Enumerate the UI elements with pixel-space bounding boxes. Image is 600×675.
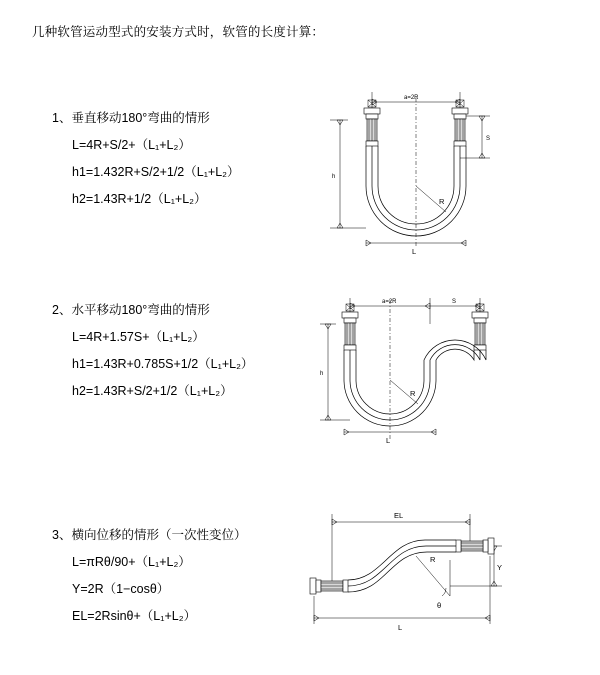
figure-3-angle-label: θ [437,601,442,610]
section-1-text [52,108,302,216]
figure-2-top-dim-right-label: S [452,299,457,305]
section-1-title: 1、垂直移动180°弯曲的情形 [52,111,210,125]
figure-3-side-dim-label: Y [497,563,503,572]
section-3-formula-3: EL=2Rsinθ+（L₁+L₂） [72,609,197,623]
figure-3-top-dim-label: EL [394,511,404,520]
figure-1-top-dim-label: a=2R [404,95,419,101]
figure-1-side-dim-label: h [332,174,336,180]
figure-lateral-offset [290,500,520,640]
figure-1-right-dim-label: S [486,136,491,142]
section-2-text [52,300,302,408]
section-3-formula-2: Y=2R（1−cosθ） [72,582,170,596]
figure-3-svg [290,500,520,640]
figure-1-bottom-dim-label: L [412,247,417,256]
figure-1-svg [300,78,500,278]
figure-2-radius-label: R [410,389,416,398]
section-3-title: 3、横向位移的情形（一次性变位） [52,528,247,542]
section-2-formula-2: h1=1.43R+0.785S+1/2（L₁+L₂） [72,357,254,371]
section-1-formula-3: h2=1.43R+1/2（L₁+L₂） [72,192,207,206]
figure-vertical-180-bend [300,78,500,278]
section-1-formula-1: L=4R+S/2+（L₁+L₂） [72,138,191,152]
section-2-title: 2、水平移动180°弯曲的情形 [52,303,210,317]
section-3-formula-1: L=πRθ/90+（L₁+L₂） [72,555,191,569]
section-3-text [52,525,302,633]
figure-2-side-dim-label: h [320,371,324,377]
figure-3-bottom-dim-label: L [398,623,403,632]
section-2-formula-3: h2=1.43R+S/2+1/2（L₁+L₂） [72,384,233,398]
figure-2-bottom-dim-label: L [386,436,391,445]
figure-3-radius-label: R [430,555,436,564]
section-2-formula-1: L=4R+1.57S+（L₁+L₂） [72,330,205,344]
figure-2-svg [300,280,510,470]
section-1-formula-2: h1=1.432R+S/2+1/2（L₁+L₂） [72,165,240,179]
figure-2-top-dim-left-label: a=2R [382,299,397,305]
figure-horizontal-180-bend [300,280,510,470]
page-title: 几种软管运动型式的安装方式时，软管的长度计算： [32,25,325,39]
figure-1-radius-label: R [439,197,445,206]
